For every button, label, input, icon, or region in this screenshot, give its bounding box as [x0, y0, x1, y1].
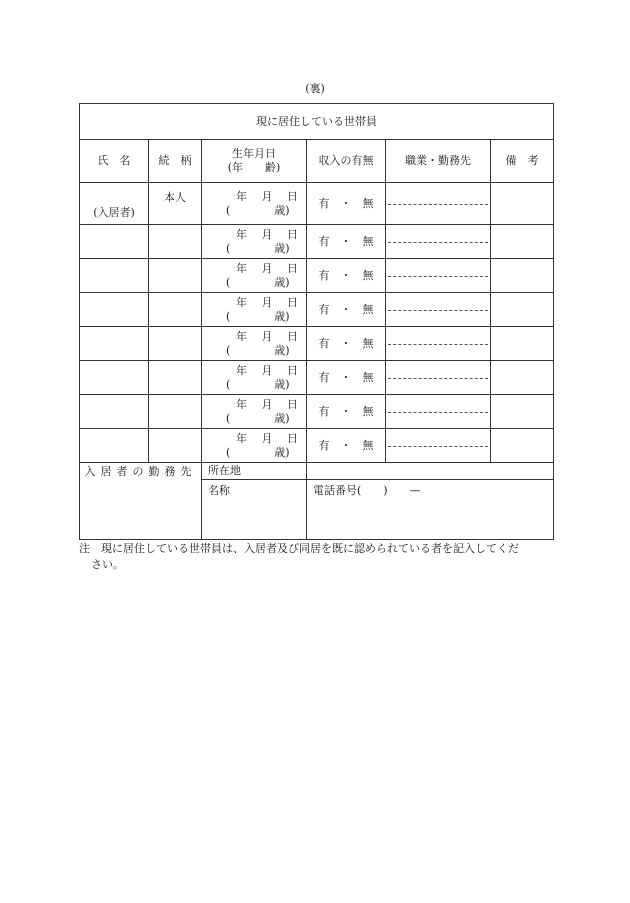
birthdate-cell[interactable] [202, 293, 307, 327]
birthdate-cell[interactable] [202, 361, 307, 395]
phone-label: 電話番号( ) — [313, 484, 421, 497]
age-text: ( 歳) [226, 275, 290, 289]
table-row [80, 293, 554, 327]
birthdate-cell[interactable] [202, 395, 307, 429]
remarks-cell[interactable] [491, 327, 554, 361]
applicant-label: (入居者) [93, 206, 135, 220]
name-cell[interactable] [80, 293, 149, 327]
header-birthdate-line1: 生年月日 [232, 147, 276, 161]
header-remarks: 備 考 [491, 140, 554, 183]
table-caption: 現に居住している世帯員 [80, 104, 554, 140]
dashed-line [388, 310, 488, 311]
header-relation: 続 柄 [149, 140, 202, 183]
date-text: 年 月 日 [236, 261, 298, 275]
header-birthdate-line2: (年 齢) [227, 161, 281, 174]
relation-cell[interactable] [149, 429, 202, 463]
relation-cell[interactable] [149, 259, 202, 293]
income-choice[interactable]: 有 ・ 無 [307, 293, 386, 327]
table-row [80, 225, 554, 259]
household-members-table [79, 103, 554, 540]
header-income: 収入の有無 [307, 140, 386, 183]
workplace-label [80, 463, 202, 540]
income-choice[interactable]: 有 ・ 無 [307, 259, 386, 293]
dashed-line [388, 446, 488, 447]
occupation-cell[interactable] [386, 293, 491, 327]
remarks-cell[interactable] [491, 259, 554, 293]
name-cell[interactable] [80, 395, 149, 429]
dashed-line [388, 378, 488, 379]
remarks-cell[interactable] [491, 429, 554, 463]
age-text: ( 歳) [226, 203, 290, 217]
birthdate-cell[interactable] [202, 259, 307, 293]
remarks-cell[interactable] [491, 361, 554, 395]
caption-row [80, 104, 554, 140]
age-text: ( 歳) [226, 445, 290, 459]
workplace-row-address [80, 463, 554, 480]
name-cell[interactable] [80, 183, 149, 225]
relation-cell[interactable] [149, 183, 202, 225]
address-field[interactable] [307, 463, 554, 480]
occupation-cell[interactable] [386, 225, 491, 259]
table-row [80, 361, 554, 395]
relation-cell[interactable] [149, 225, 202, 259]
date-text: 年 月 日 [236, 295, 298, 309]
dashed-line [388, 242, 488, 243]
income-choice[interactable]: 有 ・ 無 [307, 327, 386, 361]
occupation-cell[interactable] [386, 183, 491, 225]
table-row [80, 429, 554, 463]
relation-self: 本人 [164, 191, 186, 204]
phone-field[interactable] [307, 480, 554, 540]
date-text: 年 月 日 [236, 431, 298, 445]
income-choice[interactable]: 有 ・ 無 [307, 225, 386, 259]
page-title: (裏) [305, 82, 325, 95]
birthdate-cell[interactable] [202, 183, 307, 225]
date-text: 年 月 日 [236, 227, 298, 241]
name-cell[interactable] [80, 259, 149, 293]
age-text: ( 歳) [226, 377, 290, 391]
birthdate-cell[interactable] [202, 327, 307, 361]
date-text: 年 月 日 [236, 189, 298, 203]
date-text: 年 月 日 [236, 397, 298, 411]
relation-cell[interactable] [149, 327, 202, 361]
name-cell[interactable] [80, 429, 149, 463]
table-row [80, 259, 554, 293]
birthdate-cell[interactable] [202, 429, 307, 463]
occupation-cell[interactable] [386, 361, 491, 395]
header-row [80, 140, 554, 183]
occupation-cell[interactable] [386, 429, 491, 463]
table-row [80, 395, 554, 429]
note-line-1: 注 現に居住している世帯員は、入居者及び同居を既に認められている者を記入してくだ [79, 542, 519, 555]
relation-cell[interactable] [149, 395, 202, 429]
dashed-line [388, 344, 488, 345]
note [79, 541, 559, 573]
name-cell[interactable] [80, 361, 149, 395]
table-row [80, 327, 554, 361]
remarks-cell[interactable] [491, 395, 554, 429]
table-row [80, 183, 554, 225]
header-occupation: 職業・勤務先 [386, 140, 491, 183]
name-cell[interactable] [80, 225, 149, 259]
dashed-line [388, 412, 488, 413]
date-text: 年 月 日 [236, 363, 298, 377]
age-text: ( 歳) [226, 343, 290, 357]
workplace-label-text: 入居者の勤務先 [84, 465, 197, 478]
relation-cell[interactable] [149, 361, 202, 395]
remarks-cell[interactable] [491, 293, 554, 327]
income-choice[interactable]: 有 ・ 無 [307, 429, 386, 463]
name-cell[interactable] [80, 327, 149, 361]
company-name-label-text: 名称 [208, 484, 230, 497]
occupation-cell[interactable] [386, 327, 491, 361]
remarks-cell[interactable] [491, 225, 554, 259]
date-text: 年 月 日 [236, 329, 298, 343]
header-name: 氏 名 [80, 140, 149, 183]
occupation-cell[interactable] [386, 395, 491, 429]
remarks-cell[interactable] [491, 183, 554, 225]
birthdate-cell[interactable] [202, 225, 307, 259]
dashed-line [388, 204, 488, 205]
relation-cell[interactable] [149, 293, 202, 327]
income-choice[interactable]: 有 ・ 無 [307, 395, 386, 429]
age-text: ( 歳) [226, 411, 290, 425]
age-text: ( 歳) [226, 309, 290, 323]
company-name-label [202, 480, 307, 540]
income-choice[interactable]: 有 ・ 無 [307, 361, 386, 395]
age-text: ( 歳) [226, 241, 290, 255]
header-birthdate [202, 140, 307, 183]
occupation-cell[interactable] [386, 259, 491, 293]
address-label: 所在地 [202, 463, 307, 480]
note-line-2: さい。 [91, 558, 124, 571]
income-choice[interactable]: 有 ・ 無 [307, 183, 386, 225]
dashed-line [388, 276, 488, 277]
